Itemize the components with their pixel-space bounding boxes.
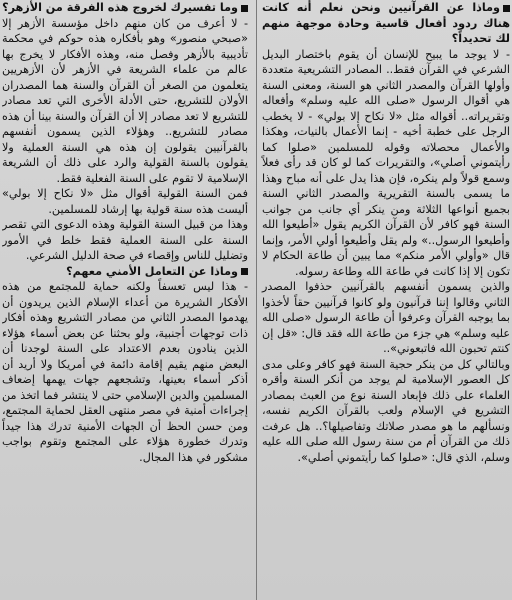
left-column [2,0,252,600]
answer-paragraph: والذين يسمون أنفسهم بالقرآنيين حذفوا المصدر الثاني وقالوا إننا قرآنيون ولو كانوا قرآنيين حقاً لأخذوا بما يوجبه القرآن وعرفوا أن طاعة الرسول «صلى الله عليه وسلم» هي جزء من طاعة الله فقد قال: «قل إن كنتم تحبون الله فاتبعوني».. [262,280,510,355]
question-text: وماذا عن التعامل الأمني معهم؟ [66,264,238,278]
question-text: وماذا عن القرآنيين ونحن نعلم أنه كانت هناك ردود أفعال قاسية وحادة موجهة منهم لك تحديداً؟ [262,1,510,45]
square-bullet-icon [503,5,510,12]
answer-paragraph: وهذا من قبيل السنة القولية وهذه الدعوى التي تقصر السنة على السنة العملية فقط خلط في الأمور وتضليل للناس وإقصاء في صحة الدليل الشرعي. [2,218,248,262]
answer-paragraph: - لا أعرف من كان منهم داخل مؤسسة الأزهر إلا «صبحي منصور» وهو بأفكاره هذه حوكم في محكمة تأديبية بالأزهر وفصل منه، وهذه الأفكار لا يخرج بها عالم من علماء الشريعة في الأزهر لأن الأزهريين يتعلمون من الصغر أن القرآن والسنة هما المصدران الأولان للتشريع، حتى الأدلة الأخرى التي تعد مصادر للتشريع لا تعد مصادر إلا أن القرآن والسنة بينا أن هذه مصادر للتشريع.. وهؤلاء الذين يسمون أنفسهم بالقرآنيين يقولون إن هذه هي السنة العملية ولا يقولون بالسنة القولية والرد على ذلك أن الشريعة الإسلامية لا تقوم على السنة الفعلية فقط. [2,16,248,185]
square-bullet-icon [241,268,248,275]
answer-paragraph: فمن السنة القولية أقوال مثل «لا نكاح إلا بولي» أليست هذه سنة قولية بها إرشاد للمسلمين. [2,187,248,216]
question-text: وما تفسيرك لخروج هذه الفرقة من الأزهر؟ [2,1,238,14]
column-divider [256,0,257,600]
answer-paragraph: وبالتالي كل من ينكر حجية السنة فهو كافر وعلى مدى كل العصور الإسلامية لم يوجد من أنكر السنة وأقره العلماء على ذلك فإبعاد السنة نوع من العبث بمصادر التشريع في الإسلام ولعب بالقرآن الكريم نفسه، ونسألهم ما هو مصدر صلاتك وتفاصيلها؟.. هل عرفت ذلك من القرآن أم من سنة رسول الله صلى الله عليه وسلم، الذي قال: «صلوا كما رأيتموني أصلي». [262,357,510,464]
square-bullet-icon [241,5,248,12]
answer-paragraph: - لا يوجد ما يبيح للإنسان أن يقوم باختصار البديل الشرعي في القرآن فقط.. المصادر التشريعية متعددة وأولها القرآن والمصدر الثاني هو السنة، ومعنى السنة هي أقوال الرسول «صلى الله عليه وسلم» وأفعاله وتقريراته.. أقواله مثل «لا نكاح إلا بولي» - لا يخطب الرجل على خطبة أخيه - إنما الأعمال بالنيات، وهكذا والأعمال محصلاته وقوله للمسلمين «صلوا كما رأيتموني أصلي»، والتقريرات كما لو كان قد رأى فعلاً وسمع قولاً ولم ينكره، فإن هذا يدل على أنه مباح وهذا ما يسمى بالسنة التقريرية والمصدر الثاني السنة بجميع أنواعها الثلاثة ومن ينكر أي جانب من جوانب السنة فهو كافر لأن القرآن الكريم يقول «أطيعوا الله وأطيعوا الرسول..» ولم يقل وأطيعوا أولي الأمر، وإنما قال «وأولي الأمر منكم» مما يبين أن طاعة الحكام لا تكون إلا إذا كانت في طاعة الله وطاعة رسوله. [262,47,510,278]
right-column [258,0,510,600]
question-heading [2,0,248,16]
question-heading [2,264,248,280]
question-heading [262,0,510,47]
answer-paragraph: - هذا ليس تعسفاً ولكنه حماية للمجتمع من هذه الأفكار الشريرة من أعداء الإسلام الذين يريدون أن يهدموا المصدر الثاني من مصادر التشريع وهذه أفكار ذات توجهات أجنبية، ولو بحثنا عن بعض أسماء هؤلاء الذين ينادون بعدم الاعتداد على السنة لوجدنا أن البعض منهم يقيم إقامة دائمة في أمريكا ولا أريد أن أذكر أسماء بعينها، وتشجعهم جهات يهمها إضعاف المسلمين والدين الإسلامي حتى لا ينتشر فما اتخذ من إجراءات أمنية في مصر منتهى العقل لحماية المجتمع، ومن حسن الحظ أن الجهات الأمنية تدرك هذا جيداً وتدرك خطورة هؤلاء على المجتمع وتقوم بواجب مشكور في هذا المجال. [2,280,248,464]
